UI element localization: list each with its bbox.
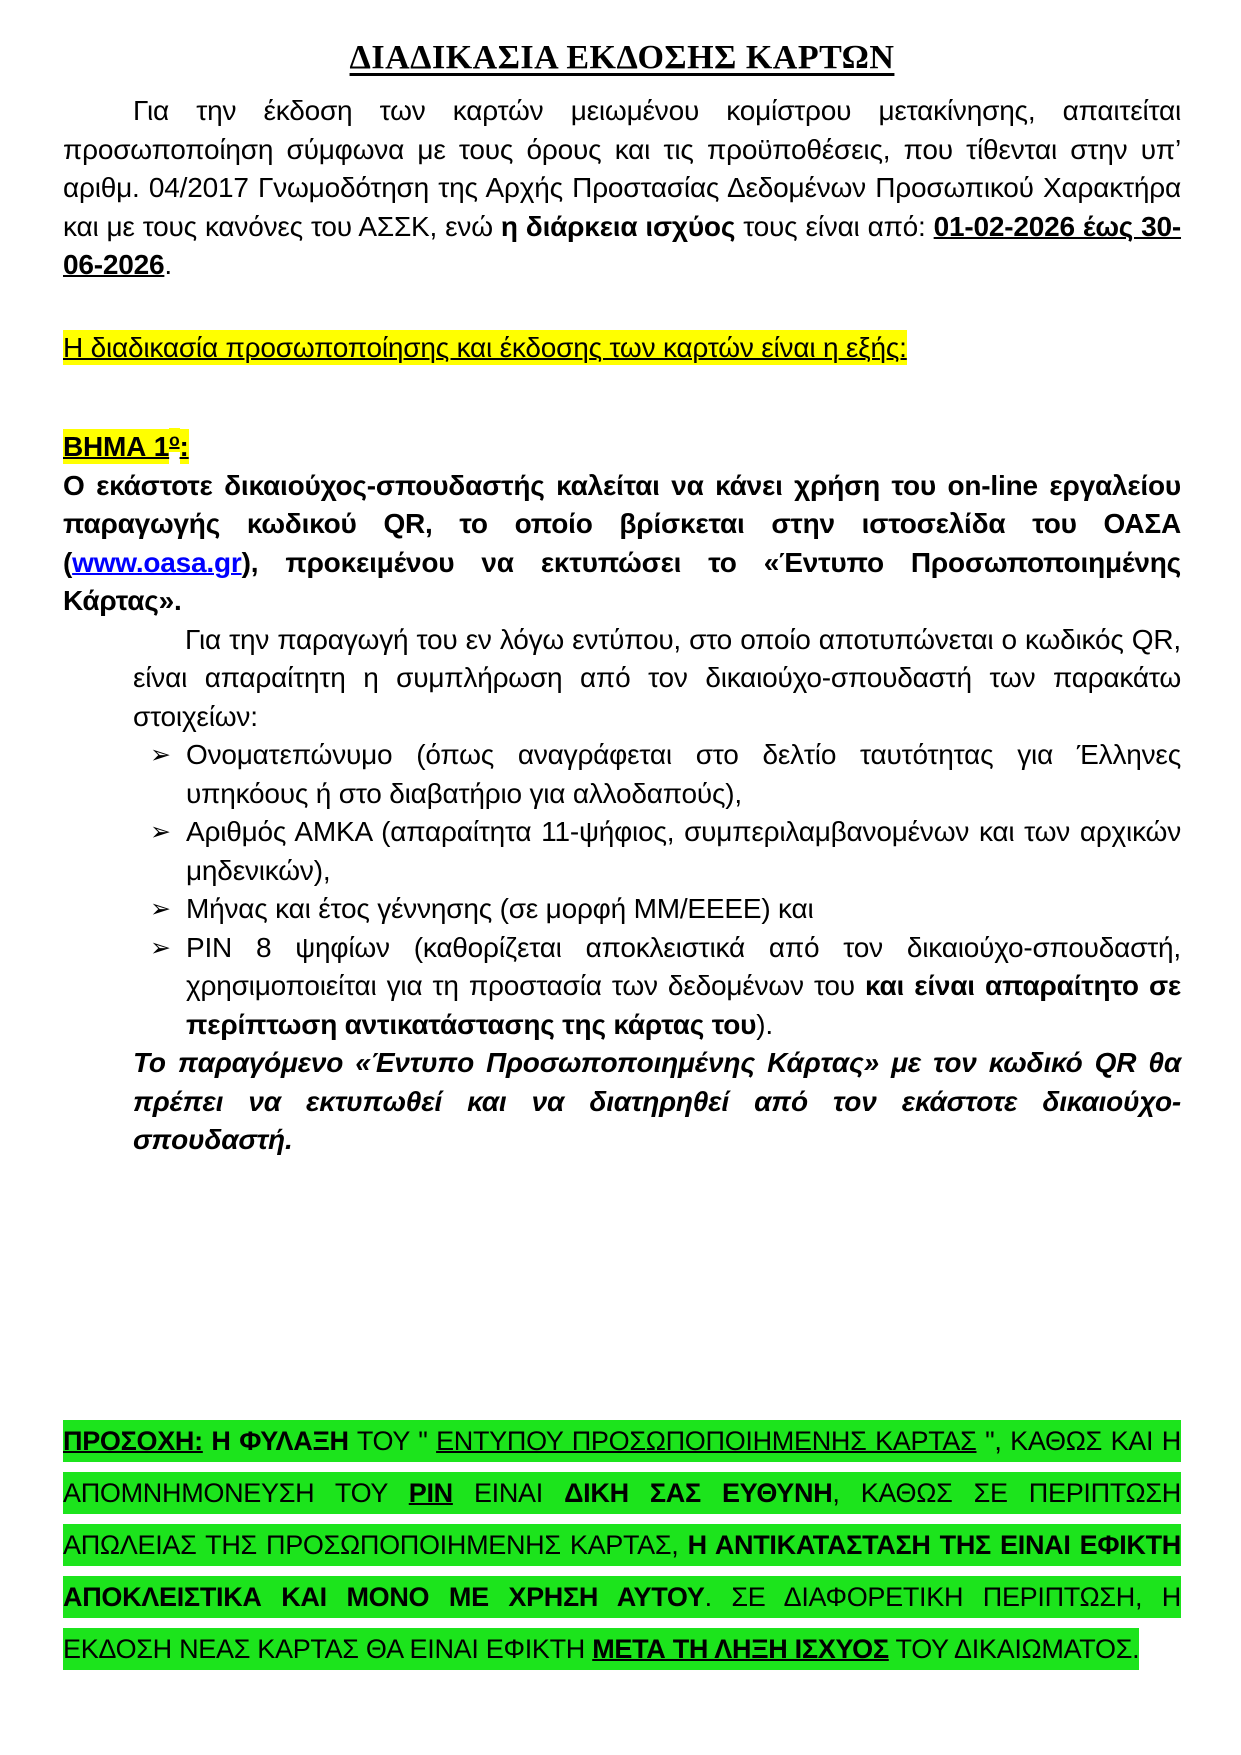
text-run: . ΣΕ ΔΙΑΦΟΡΕΤΙΚΗ ΠΕΡΙΠΤΩΣΗ, Η ΕΚΔΟΣΗ ΝΕΑΣ ΚΑΡΤΑΣ ΘΑ ΕΙΝΑΙ ΕΦΙΚΤΗ bbox=[63, 1576, 1181, 1670]
text-run: Το παραγόμενο «Έντυπο Προσωποποιημένης Κάρτας» με τον κωδικό QR θα πρέπει να εκτυπωθεί και να διατηρηθεί από τον εκάστοτε δικαιούχο-σπουδαστή. bbox=[133, 1047, 1181, 1156]
text-run: 01-02-2026 έως 30-06-2026 bbox=[63, 210, 1182, 280]
bullet-arrow-icon: ➢ bbox=[150, 895, 171, 924]
bullet-arrow-icon: ➢ bbox=[150, 818, 171, 847]
text-run: ΤΟΥ " bbox=[349, 1420, 436, 1462]
text-run: και είναι απαραίτητο σε περίπτωση αντικατάστασης της κάρτας του bbox=[186, 970, 1181, 1040]
bullet-list bbox=[150, 736, 1181, 1044]
bullet-text bbox=[186, 890, 1181, 929]
text-run: ΔΙΚΗ ΣΑΣ ΕΥΘΥΝΗ bbox=[564, 1472, 832, 1514]
text-run: ΕΝΤΥΠΟΥ ΠΡΟΣΩΠΟΠΟΙΗΜΕΝΗΣ ΚΑΡΤΑΣ bbox=[436, 1420, 976, 1462]
text-run: PIN bbox=[409, 1472, 453, 1514]
keep-printout-note bbox=[133, 1044, 1181, 1160]
warning-banner bbox=[63, 1415, 1181, 1675]
text-run: PIN 8 ψηφίων (καθορίζεται αποκλειστικά από τον δικαιούχο-σπουδαστή, χρησιμοποιείται για τη προστασία των δεδομένων του bbox=[186, 931, 1181, 1002]
text-run: . bbox=[164, 249, 172, 280]
text-run: Μήνας και έτος γέννησης (σε μορφή ΜΜ/ΕΕΕΕ) και bbox=[186, 893, 814, 925]
bullet-item-amka bbox=[150, 813, 1181, 890]
qr-requirements-intro bbox=[133, 621, 1181, 737]
bullet-text bbox=[186, 813, 1181, 890]
text-run: Για την παραγωγή του εν λόγω εντύπου, στο οποίο αποτυπώνεται ο κωδικός QR, είναι απαραίτητη η συμπλήρωση από τον δικαιούχο-σπουδαστή των παρακάτω στοιχείων: bbox=[133, 623, 1181, 732]
text-run: η διάρκεια ισχύος bbox=[500, 210, 736, 242]
text-run: ). bbox=[756, 1008, 773, 1040]
text-run: Η ΦΥΛΑΞΗ bbox=[203, 1420, 349, 1462]
text-run: ΠΡΟΣΟΧΗ: bbox=[63, 1420, 203, 1462]
text-run: ", ΚΑΘΩΣ ΚΑΙ Η ΑΠΟΜΝΗΜΟΝΕΥΣΗ ΤΟΥ bbox=[63, 1420, 1181, 1514]
oasa-link[interactable]: www.oasa.gr bbox=[72, 546, 242, 578]
bullet-arrow-icon: ➢ bbox=[150, 741, 171, 770]
bullet-item-name bbox=[150, 736, 1181, 813]
text-run: Αριθμός ΑΜΚΑ (απαραίτητα 11-ψήφιος, συμπεριλαμβανομένων και των αρχικών μηδενικών), bbox=[186, 816, 1181, 886]
text-run: ο bbox=[169, 430, 180, 450]
text-run: ΜΕΤΑ ΤΗ ΛΗΞΗ ΙΣΧΥΟΣ bbox=[592, 1628, 889, 1670]
text-run: Η ΑΝΤΙΚΑΤΑΣΤΑΣΗ ΤΗΣ ΕΙΝΑΙ ΕΦΙΚΤΗ ΑΠΟΚΛΕΙΣΤΙΚΑ ΚΑΙ ΜΟΝΟ ΜΕ ΧΡΗΣΗ ΑΥΤΟΥ bbox=[63, 1524, 1181, 1618]
procedure-heading bbox=[63, 329, 1181, 368]
document-title: ΔΙΑΔΙΚΑΣΙΑ ΕΚΔΟΣΗΣ ΚΑΡΤΩΝ bbox=[349, 39, 895, 76]
step1-paragraph bbox=[63, 467, 1181, 621]
text-run: ΤΟΥ ΔΙΚΑΙΩΜΑΤΟΣ. bbox=[889, 1628, 1140, 1670]
bullet-arrow-icon: ➢ bbox=[150, 933, 171, 962]
text-run: : bbox=[179, 431, 189, 463]
intro-paragraph bbox=[63, 92, 1181, 285]
text-run: , ΚΑΘΩΣ ΣΕ ΠΕΡΙΠΤΩΣΗ ΑΠΩΛΕΙΑΣ ΤΗΣ ΠΡΟΣΩΠΟΠΟΙΗΜΕΝΗΣ ΚΑΡΤΑΣ, bbox=[63, 1472, 1181, 1566]
text-run: ΒΗΜΑ 1 bbox=[63, 431, 170, 463]
text-run: Ο εκάστοτε δικαιούχος-σπουδαστής καλείται να κάνει χρήση του on-line εργαλείου παραγωγής κωδικού QR, το οποίο βρίσκεται στην ιστοσελίδα του ΟΑΣΑ ( bbox=[63, 469, 1181, 578]
step1-heading bbox=[63, 421, 1181, 467]
text-run: Ονοματεπώνυμο (όπως αναγράφεται στο δελτίο ταυτότητας για Έλληνες υπηκόους ή στο διαβατήριο για αλλοδαπούς), bbox=[186, 739, 1181, 809]
bullet-item-pin bbox=[150, 929, 1181, 1045]
bullet-text bbox=[186, 929, 1181, 1045]
text-run: ), προκειμένου να εκτυπώσει το «Έντυπο Προσωποποιημένης Κάρτας». bbox=[63, 546, 1181, 617]
bullet-item-birthdate bbox=[150, 890, 1181, 929]
text-run: ΕΙΝΑΙ bbox=[453, 1472, 564, 1514]
text-run: τους είναι από: bbox=[735, 210, 934, 242]
text-run: Για την έκδοση των καρτών μειωμένου κομίστρου μετακίνησης, απαιτείται προσωποποίηση σύμφωνα με τους όρους και τις προϋποθέσεις, που τίθενται στην υπ’ αριθμ. 04/2017 Γνωμοδότηση της Αρχής Προστασίας Δεδομένων Προσωπικού Χαρακτήρα και με τους κανόνες του ΑΣΣΚ, ενώ bbox=[63, 95, 1181, 242]
text-run: Η διαδικασία προσωποποίησης και έκδοσης των καρτών είναι η εξής: bbox=[63, 331, 907, 363]
bullet-text bbox=[186, 736, 1181, 813]
